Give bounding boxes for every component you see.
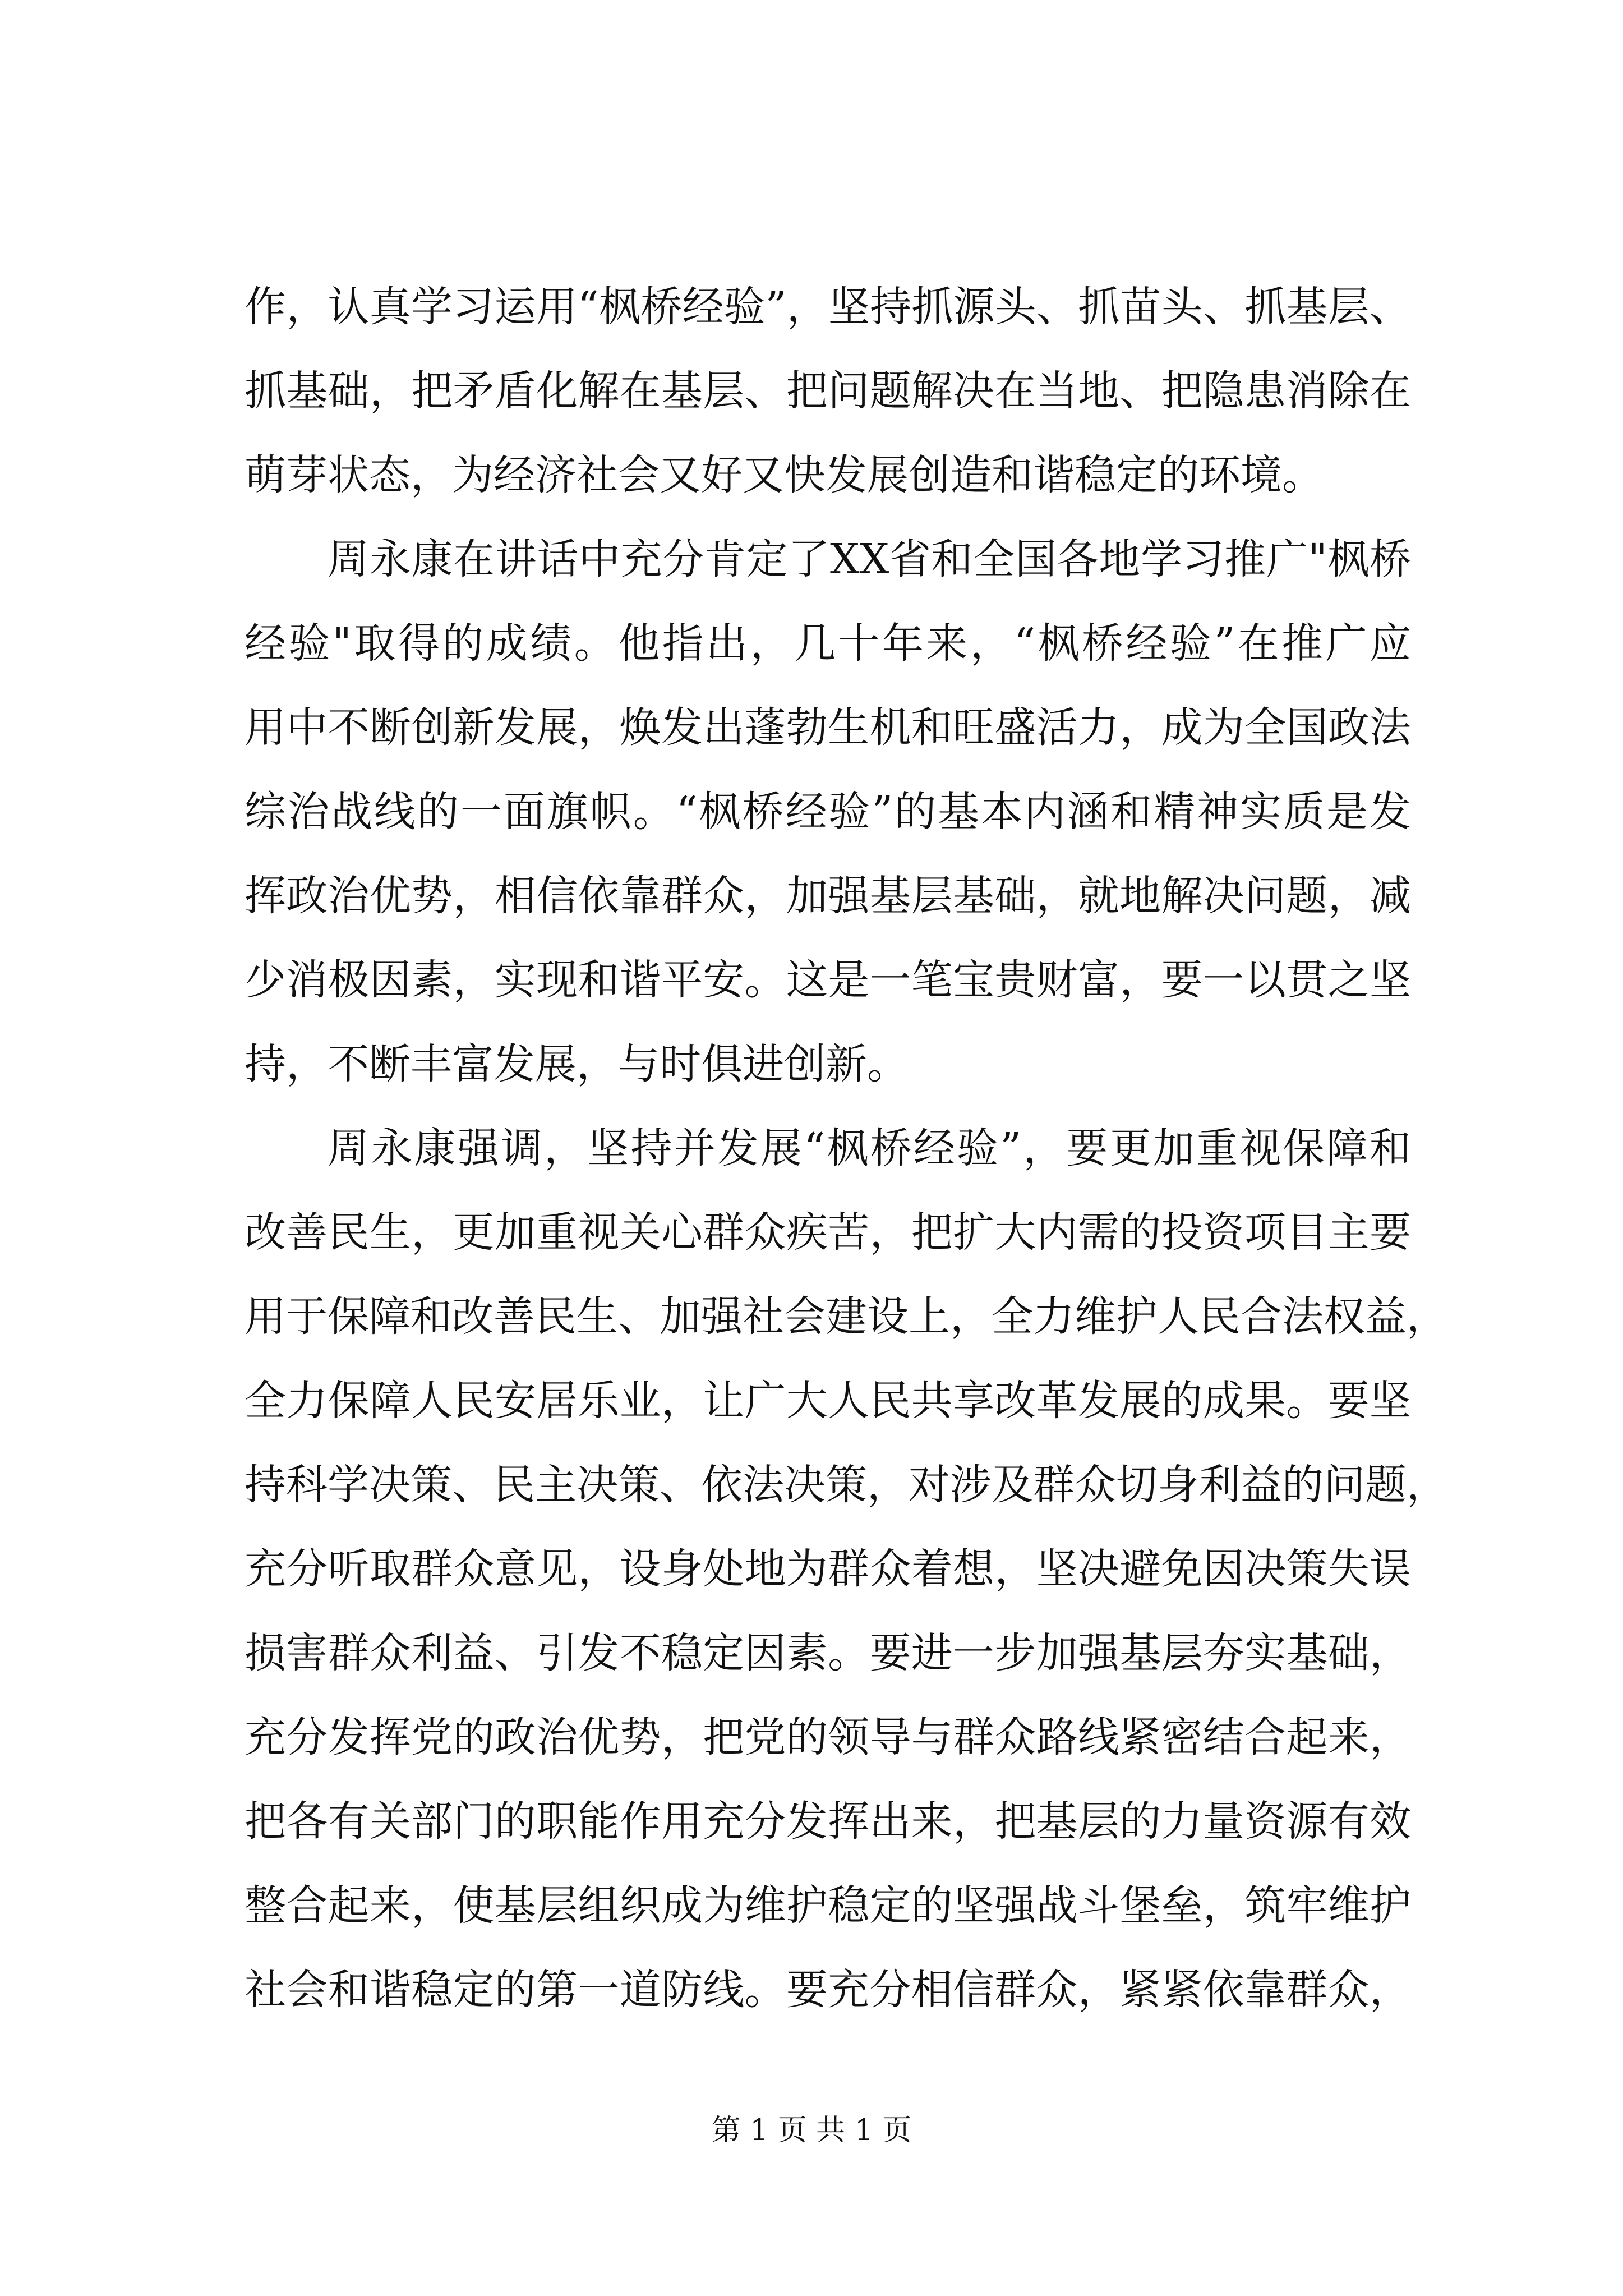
text-line: 损害群众利益、引发不稳定因素。要进一步加强基层夯实基础， — [245, 1629, 1411, 1677]
text-line: 持科学决策、民主决策、依法决策，对涉及群众切身利益的问题， — [245, 1461, 1448, 1509]
text-line: 少消极因素，实现和谐平安。这是一笔宝贵财富，要一以贯之坚 — [245, 956, 1411, 1004]
text-line: 萌芽状态，为经济社会又好又快发展创造和谐稳定的环境。 — [245, 451, 1324, 499]
text-line: 用于保障和改善民生、加强社会建设上，全力维护人民合法权益， — [245, 1292, 1448, 1341]
text-line: 持，不断丰富发展，与时俱进创新。 — [245, 1040, 909, 1088]
text-line: 充分发挥党的政治优势，把党的领导与群众路线紧密结合起来， — [245, 1713, 1411, 1761]
text-line: 用中不断创新发展，焕发出蓬勃生机和旺盛活力，成为全国政法 — [245, 703, 1411, 752]
text-line: 改善民生，更加重视关心群众疾苦，把扩大内需的投资项目主要 — [245, 1208, 1411, 1257]
text-line: 挥政治优势，相信依靠群众，加强基层基础，就地解决问题，减 — [245, 872, 1411, 920]
text-line: 整合起来，使基层组织成为维护稳定的坚强战斗堡垒，筑牢维护 — [245, 1881, 1411, 1930]
text-line: 充分听取群众意见，设身处地为群众着想，坚决避免因决策失误 — [245, 1545, 1411, 1593]
text-line: 经验"取得的成绩。他指出，几十年来，“枫桥经验”在推广应 — [245, 619, 1411, 668]
paragraph-start-line: 周永康在讲话中充分肯定了XX省和全国各地学习推广"枫桥 — [328, 535, 1411, 583]
text-line: 社会和谐稳定的第一道防线。要充分相信群众，紧紧依靠群众， — [245, 1966, 1411, 2014]
text-line: 把各有关部门的职能作用充分发挥出来，把基层的力量资源有效 — [245, 1797, 1411, 1846]
text-line: 作，认真学习运用“枫桥经验”，坚持抓源头、抓苗头、抓基层、 — [245, 283, 1411, 331]
text-line: 综治战线的一面旗帜。“枫桥经验”的基本内涵和精神实质是发 — [245, 788, 1411, 836]
page-footer: 第 1 页 共 1 页 — [711, 2114, 912, 2147]
text-line: 抓基础，把矛盾化解在基层、把问题解决在当地、把隐患消除在 — [245, 367, 1411, 415]
paragraph-start-line: 周永康强调，坚持并发展“枫桥经验”，要更加重视保障和 — [328, 1124, 1411, 1172]
text-line: 全力保障人民安居乐业，让广大人民共享改革发展的成果。要坚 — [245, 1377, 1411, 1425]
